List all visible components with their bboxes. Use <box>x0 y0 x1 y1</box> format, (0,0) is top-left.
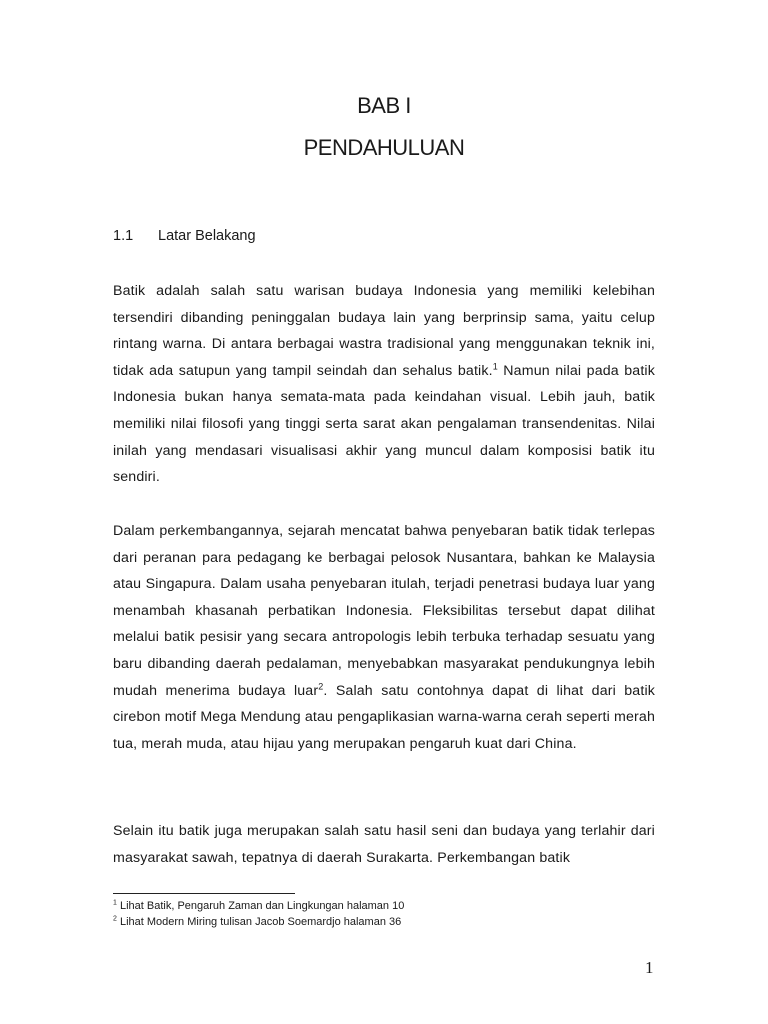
footnote-mark-1: 1 <box>113 899 117 907</box>
footnote-ref-2: 2 <box>318 680 324 691</box>
footnote-separator <box>113 893 295 894</box>
section-title: Latar Belakang <box>158 228 256 244</box>
paragraph-1-text-a: Batik adalah salah satu warisan budaya Indonesia yang memiliki kelebihan tersendiri dibanding peninggalan budaya lain yang berprinsip sama, yaitu celup rintang warna. Di antara berbagai wastra tradisional yang menggunakan teknik ini, tidak ada satupun yang tampil seindah dan sehalus batik. <box>113 283 655 379</box>
paragraph-3: Selain itu batik juga merupakan salah satu hasil seni dan budaya yang terlahir dari masyarakat sawah, tepatnya di daerah Surakarta. Perkembangan batik <box>113 823 655 866</box>
section-heading <box>113 228 256 244</box>
footnotes <box>113 898 404 930</box>
page-number: 1 <box>645 958 654 977</box>
paragraph-2 <box>113 518 655 757</box>
footnote-2 <box>113 914 404 930</box>
paragraph-2-text-b: . Salah satu contohnya dapat di lihat dari batik cirebon motif Mega Mendung atau pengaplikasian warna-warna cerah seperti merah tua, merah muda, atau hijau yang merupakan pengaruh kuat dari China. <box>113 682 655 752</box>
chapter-title: PENDAHULUAN <box>303 135 465 160</box>
footnote-text-2: Lihat Modern Miring tulisan Jacob Soemardjo halaman 36 <box>116 916 402 928</box>
chapter-heading: BAB I <box>357 93 411 118</box>
footnote-ref-1: 1 <box>492 361 498 372</box>
paragraph-1-text-b: Namun nilai pada batik Indonesia bukan hanya semata-mata pada keindahan visual. Lebih jauh, batik memiliki nilai filosofi yang tinggi serta sarat akan pengalaman transendenitas. Nilai inilah yang mendasari visualisasi akhir yang muncul dalam komposisi batik itu sendiri. <box>113 362 655 486</box>
footnote-1 <box>113 898 404 914</box>
paragraph-1 <box>113 278 655 491</box>
footnote-mark-2: 2 <box>113 915 117 923</box>
section-number: 1.1 <box>113 228 134 244</box>
footnote-text-1: Lihat Batik, Pengaruh Zaman dan Lingkungan halaman 10 <box>116 900 405 912</box>
paragraph-2-text-a: Dalam perkembangannya, sejarah mencatat bahwa penyebaran batik tidak terlepas dari peranan para pedagang ke berbagai pelosok Nusantara, bahkan ke Malaysia atau Singapura. Dalam usaha penyebaran itulah, terjadi penetrasi budaya luar yang menambah khasanah perbatikan Indonesia. Fleksibilitas tersebut dapat dilihat melalui batik pesisir yang secara antropologis lebih terbuka terhadap sesuatu yang baru dibanding daerah pedalaman, menyebabkan masyarakat pendukungnya lebih mudah menerima budaya luar <box>113 523 655 699</box>
